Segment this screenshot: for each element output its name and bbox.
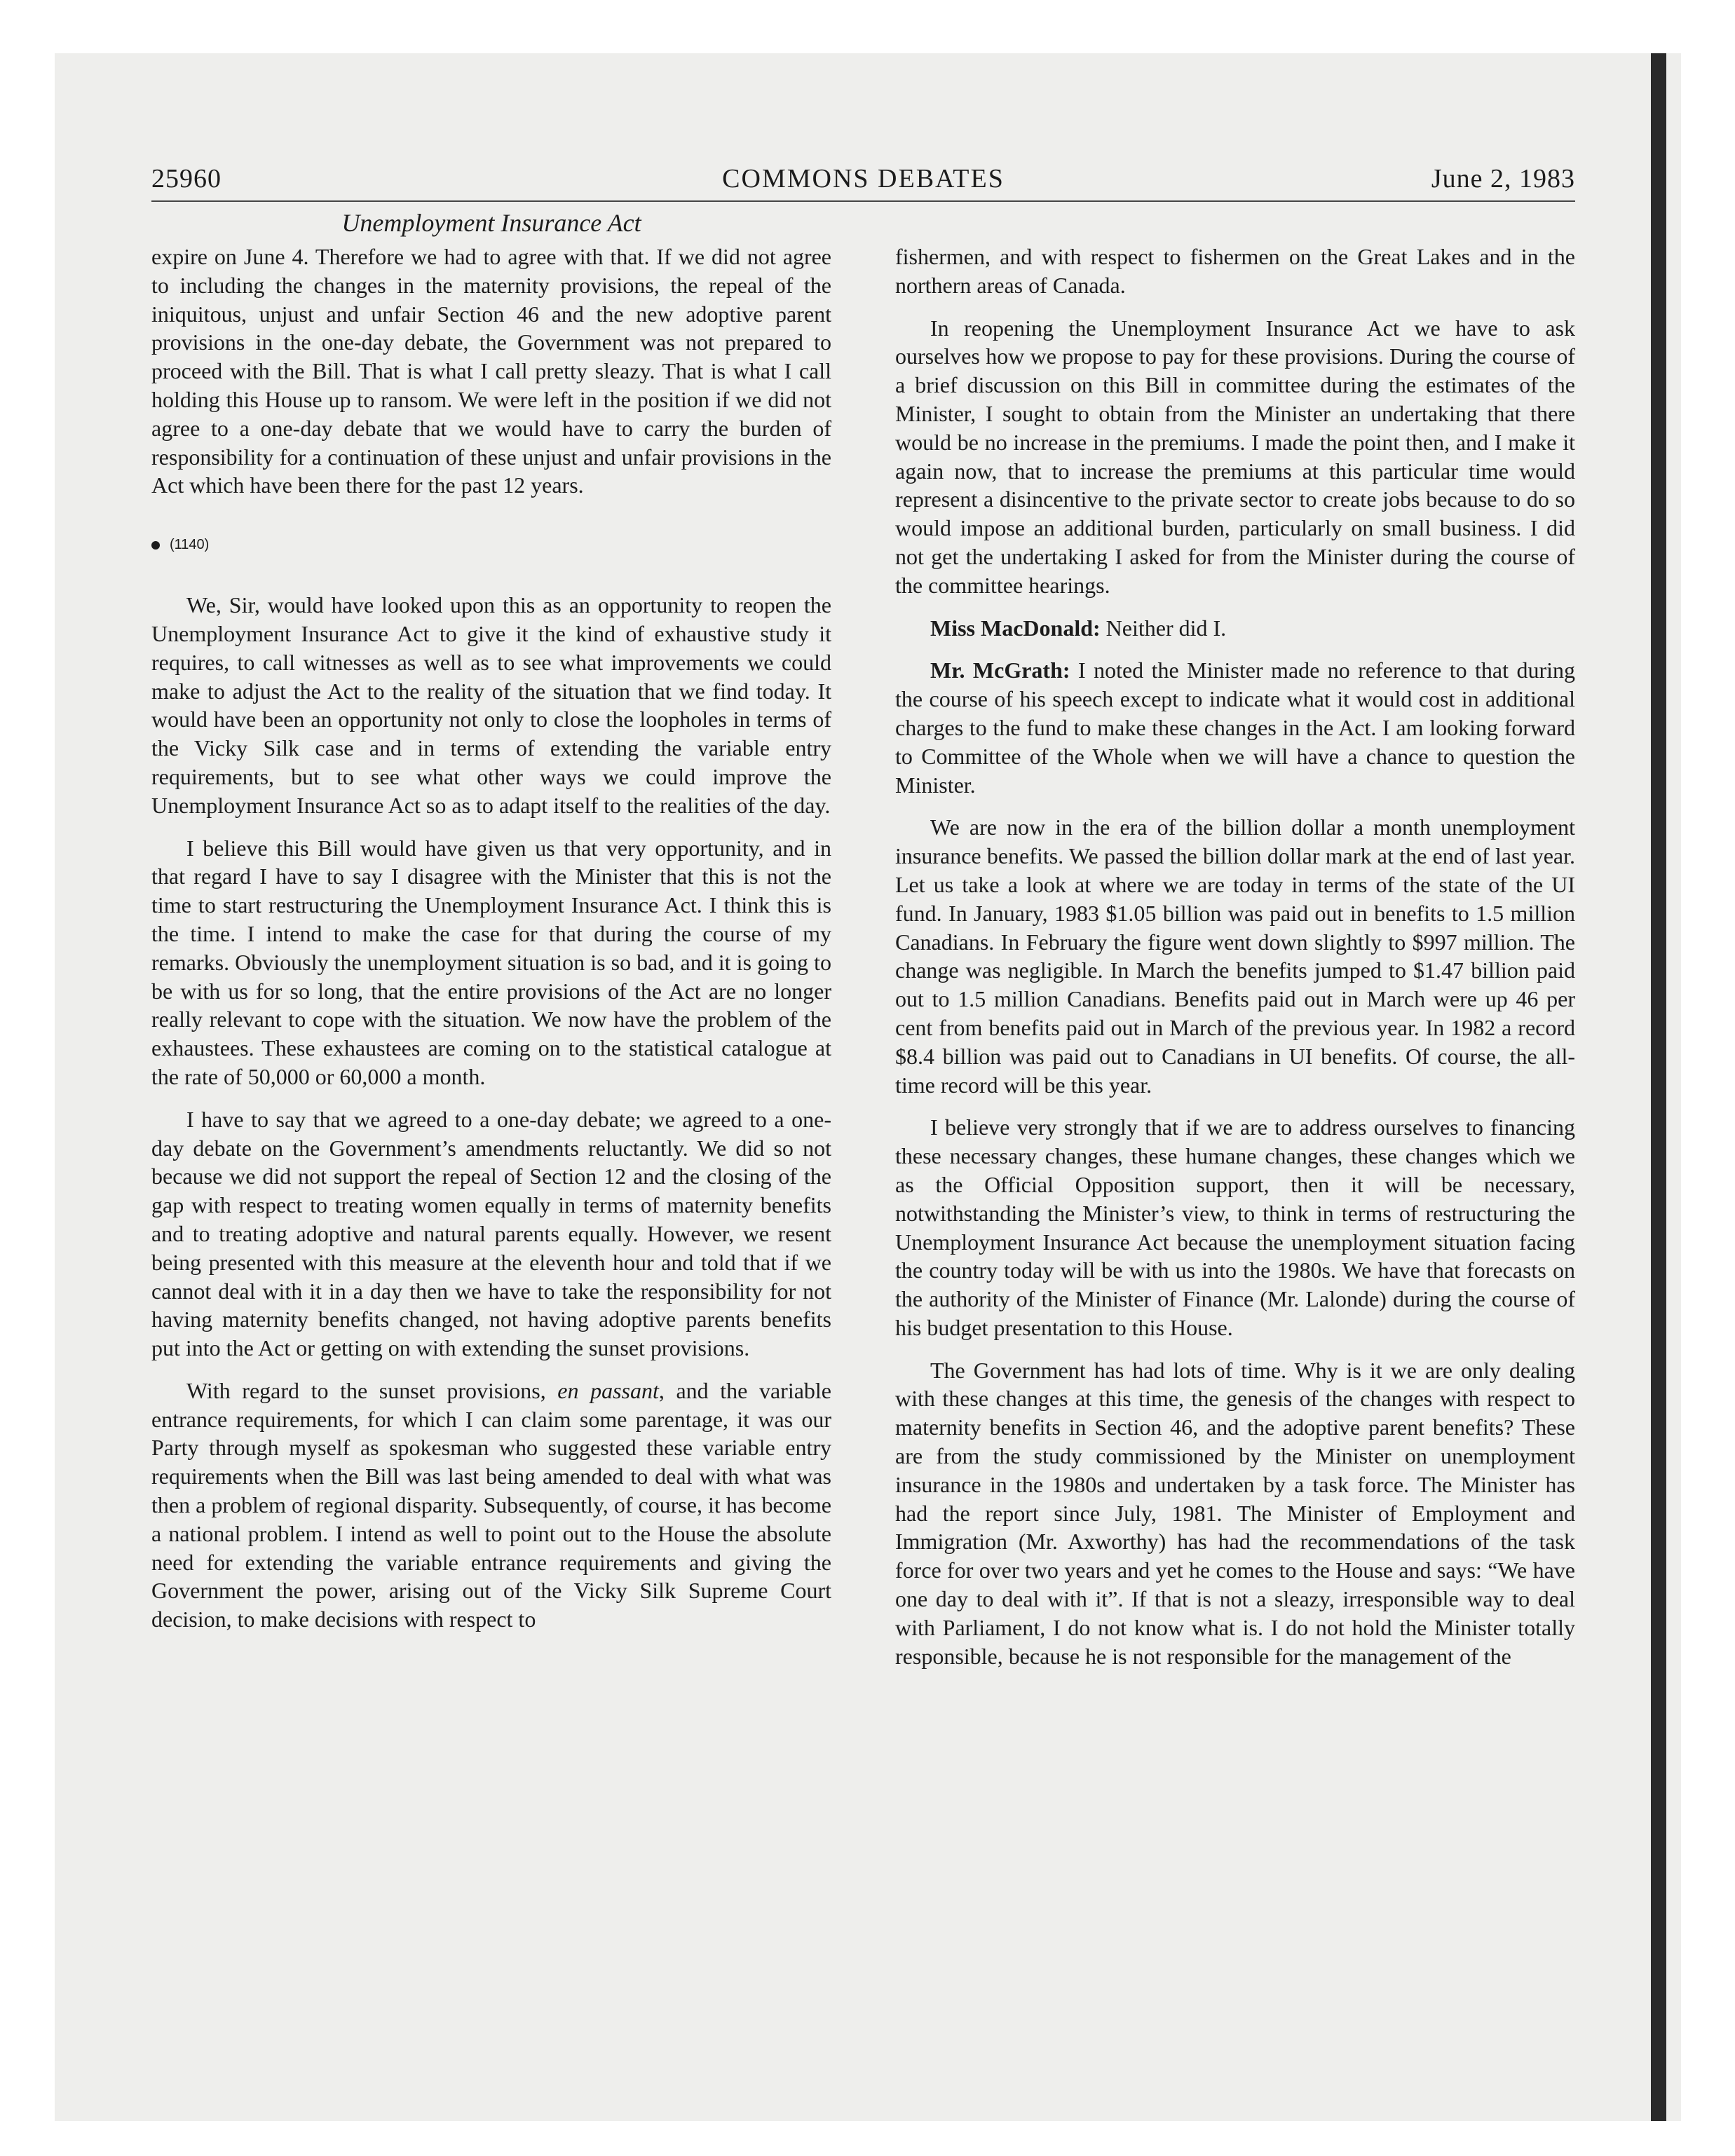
speaker-name: Miss MacDonald:: [930, 615, 1101, 641]
paragraph: We are now in the era of the billion dollar a month unemployment insurance benefits. We passed the billion dollar mark at the end of last year. Let us take a look at where we are today in terms of the state of the UI fund. In January, 1983 $1.05 billion was paid out in benefits to 1.5 million Canadians. In February the figure went down slightly to $997 million. The change was negligible. In March the benefits jumped to $1.47 billion paid out to 1.5 million Canadians. Benefits paid out in March were up 46 per cent from benefits paid out in March of the previous year. In 1982 a record $8.4 billion was paid out to Canadians in UI benefits. Of course, the all-time record will be this year.: [895, 814, 1575, 1098]
paragraph-text: With regard to the sunset provisions,: [186, 1377, 546, 1403]
time-marker-text: (1140): [170, 537, 210, 553]
scan-edge-bar: [1651, 53, 1666, 2121]
speech-text: I noted the Minister made no reference to that during the course of his speech except to indicate what it would cost in additional charges to the fund to make these changes in the Act. I am looking forward to Committee of the Whole when we will have a chance to question the Minister.: [895, 657, 1576, 798]
page-date: June 2, 1983: [1431, 164, 1575, 193]
paragraph: [151, 1377, 831, 1634]
paragraph: I have to say that we agreed to a one-day debate; we agreed to a one-day debate on the Government’s amendments reluctantly. We did so not because we did not support the repeal of Section 12 and the closing of the gap with respect to treating women equally in terms of maternity benefits and to treating adoptive and natural parents equally. However, we resent being presented with this measure at the eleventh hour and told that if we cannot deal with it in a day then we have to take the responsibility for not having maternity benefits changed, not having adoptive parents benefits put into the Act or getting on with extending the sunset provisions.: [151, 1106, 831, 1361]
document-page: [151, 163, 1576, 1669]
section-title: Unemployment Insurance Act: [341, 209, 641, 237]
time-marker: [151, 531, 831, 559]
paragraph: expire on June 4. Therefore we had to agree with that. If we did not agree to including the changes in the maternity provisions, the repeal of the iniquitous, unjust and unfair Section 46 and the new adoptive parent provisions in the one-day debate, the Government was not prepared to proceed with the Bill. That is what I call pretty sleazy. That is what I call holding this House up to ransom. We were left in the position if we did not agree to a one-day debate that we would have to carry the burden of responsibility for a continuation of these unjust and unfair provisions in the Act which have been there for the past 12 years.: [151, 244, 831, 498]
paragraph: [895, 656, 1575, 799]
right-column: [895, 243, 1575, 1684]
paragraph: The Government has had lots of time. Why is it we are only dealing with these changes at this time, the genesis of the changes with respect to maternity benefits in Section 46, and the adoptive parent benefits? These are from the study commissioned by the Minister on unemployment insurance in the 1980s and undertaken by a task force. The Minister has had the report since July, 1981. The Minister of Employment and Immigration (Mr. Axworthy) has had the recommendations of the task force for over two years and yet he comes to the House and says: “We have one day to deal with it”. If that is not a sleazy, irresponsible way to deal with Parliament, I do not know what is. I do not hold the Minister totally responsible, because he is not responsible for the management of the: [895, 1357, 1575, 1669]
speech-text: Neither did I.: [1100, 615, 1227, 641]
speaker-name: Mr. McGrath:: [930, 657, 1070, 683]
journal-title: COMMONS DEBATES: [722, 164, 1005, 193]
paragraph: In reopening the Unemployment Insurance Act we have to ask ourselves how we propose to pay for these provisions. During the course of a brief discussion on this Bill in committee during the estimates of the Minister, I sought to obtain from the Minister an undertaking that there would be no increase in the premiums. I made the point then, and I make it again now, that to increase the premiums at this particular time would represent a disincentive to the private sector to create jobs because to do so would impose an additional burden, particularly on small business. I did not get the undertaking I asked for from the Minister during the course of the committee hearings.: [895, 315, 1575, 598]
page-number: 25960: [151, 164, 222, 193]
paragraph: fishermen, and with respect to fishermen on the Great Lakes and in the northern areas of Canada.: [895, 244, 1575, 298]
page-header: [151, 163, 1575, 202]
paragraph: [895, 614, 1575, 643]
paragraph-text: , and the variable entrance requirements, for which I can claim some parentage, it was our Party through myself as spokesman who suggested these variable entry requirements when the Bill was last being amended to deal with what was then a problem of regional disparity. Subsequently, of course, it has become a national problem. I intend as well to point out to the House the absolute need for extending the variable entrance requirements and giving the Government the power, arising out of the Vicky Silk Supreme Court decision, to make decisions with respect to: [151, 1377, 832, 1632]
paragraph: I believe this Bill would have given us that very opportunity, and in that regard I have to say I disagree with the Minister that this is not the time to start restructuring the Unemployment Insurance Act. I think this is the time. I intend to make the case for that during the course of my remarks. Obviously the unemployment situation is so bad, and it is going to be with us for so long, that the entire provisions of the Act are no longer really relevant to cope with the situation. We now have the problem of the exhaustees. These exhaustees are coming on to the statistical catalogue at the rate of 50,000 or 60,000 a month.: [151, 835, 831, 1089]
italic-phrase: en passant: [557, 1377, 659, 1403]
left-column: [151, 243, 831, 1648]
bullet-icon: [151, 541, 160, 550]
paragraph: I believe very strongly that if we are to address ourselves to financing these necessary changes, these humane changes, these changes which we as the Official Opposition support, then it will be necessary, notwithstanding the Minister’s view, to think in terms of restructuring the Unemployment Insurance Act because the unemployment situation facing the country today will be with us into the 1980s. We have that forecasts on the authority of the Minister of Finance (Mr. Lalonde) during the course of his budget presentation to this House.: [895, 1114, 1575, 1340]
paragraph: We, Sir, would have looked upon this as an opportunity to reopen the Unemployment Insurance Act to give it the kind of exhaustive study it requires, to call witnesses as well as to see what improvements we could make to adjust the Act to the reality of the situation that we find today. It would have been an opportunity not only to close the loopholes in terms of the Vicky Silk case and in terms of extending the variable entry requirements, but to see what other ways we could improve the Unemployment Insurance Act so as to adapt itself to the realities of the day.: [151, 592, 831, 818]
